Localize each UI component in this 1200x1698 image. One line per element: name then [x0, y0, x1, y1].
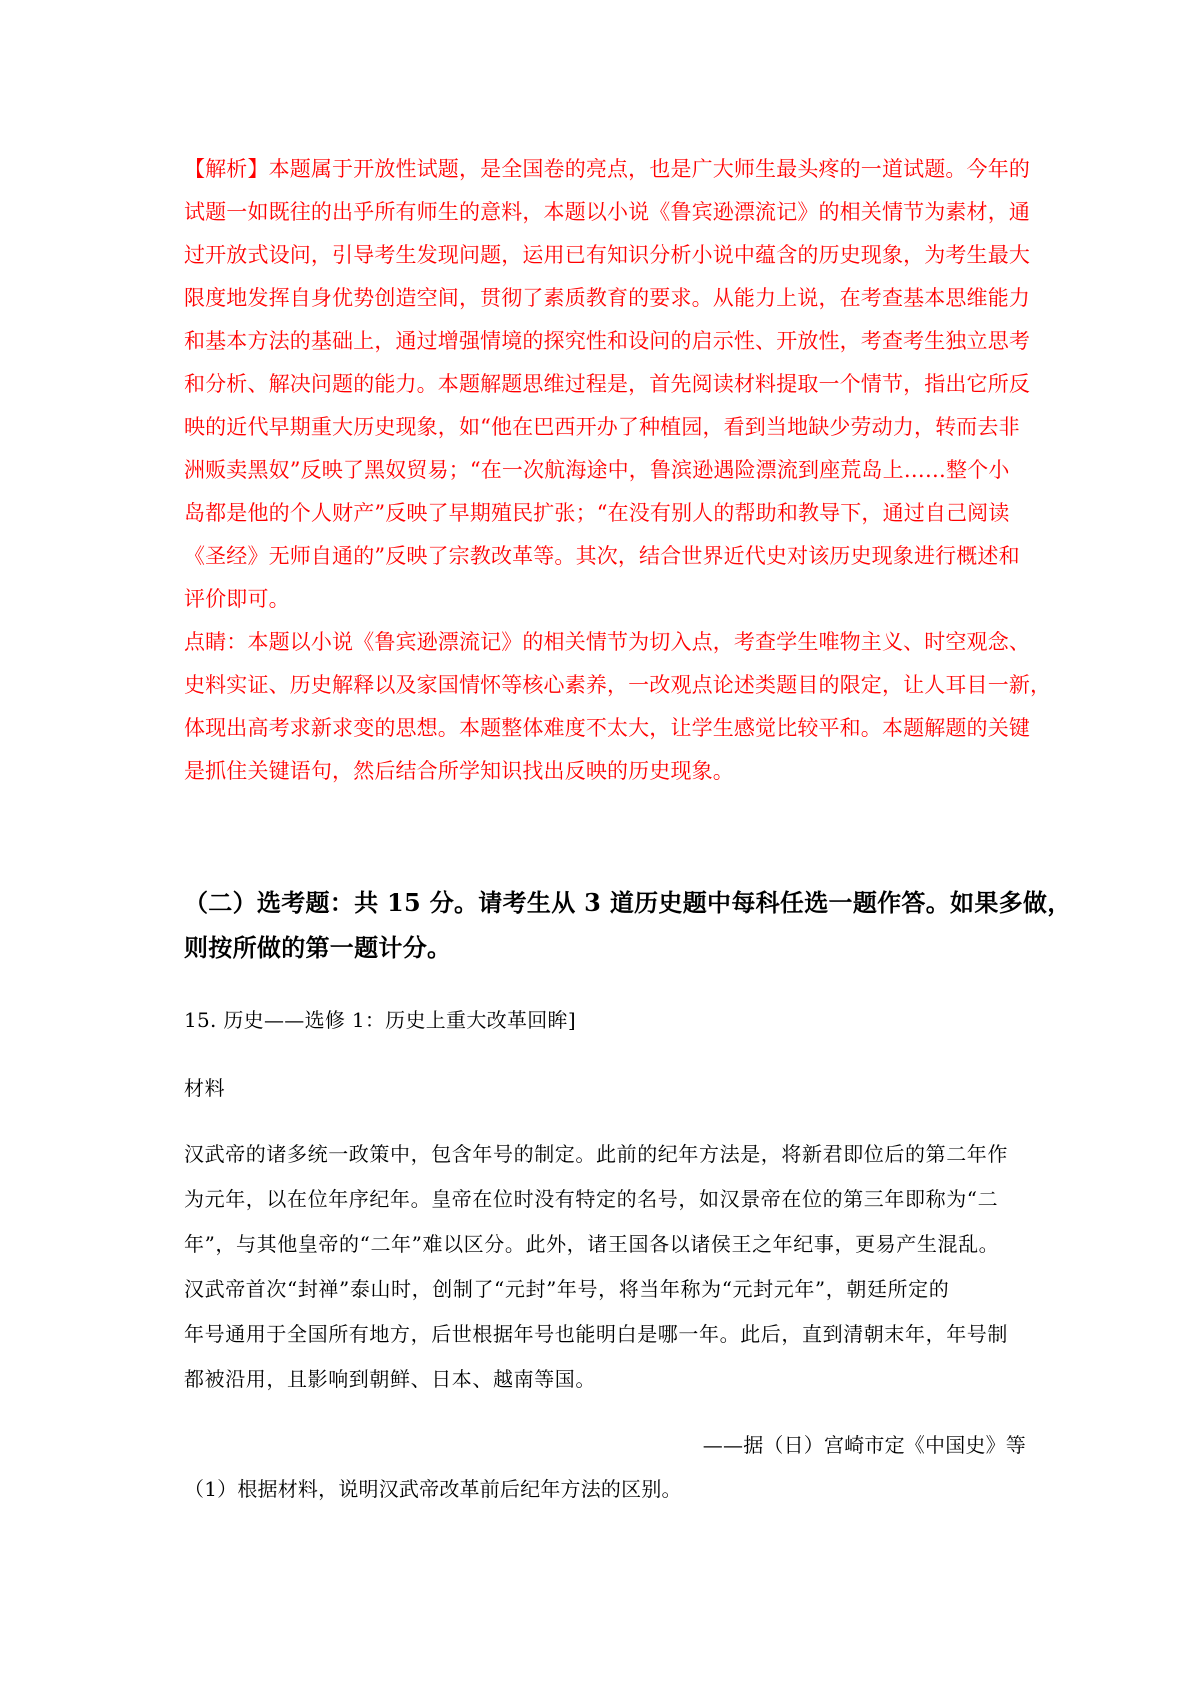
analysis-line: 《圣经》无师自通的”反映了宗教改革等。其次，结合世界近代史对该历史现象进行概述和	[184, 544, 1020, 568]
section-heading-line: 则按所做的第一题计分。	[184, 933, 452, 962]
analysis-line: 洲贩卖黑奴”反映了黑奴贸易；“在一次航海途中，鲁滨逊遇险漂流到座荒岛上……整个小	[184, 458, 1010, 482]
dianjing-line: 是抓住关键语句，然后结合所学知识找出反映的历史现象。	[184, 759, 734, 783]
section-heading-line: （二）选考题：共 15 分。请考生从 3 道历史题中每科任选一题作答。如果多做，	[184, 888, 1072, 917]
sub-question: （1）根据材料，说明汉武帝改革前后纪年方法的区别。	[184, 1477, 682, 1501]
material-line: 都被沿用，且影响到朝鲜、日本、越南等国。	[184, 1367, 596, 1391]
analysis-line: 岛都是他的个人财产”反映了早期殖民扩张；“在没有别人的帮助和教导下，通过自己阅读	[184, 501, 1010, 525]
analysis-line: 【解析】本题属于开放性试题，是全国卷的亮点，也是广大师生最头疼的一道试题。今年的	[184, 157, 1030, 181]
material-source: ——据（日）宫崎市定《中国史》等	[702, 1433, 1026, 1457]
section-heading	[184, 887, 1072, 977]
analysis-line: 映的近代早期重大历史现象，如“他在巴西开办了种植园，看到当地缺少劳动力，转而去非	[184, 415, 1020, 439]
analysis-section	[184, 155, 1052, 795]
dianjing-line: 史料实证、历史解释以及家国情怀等核心素养，一改观点论述类题目的限定，让人耳目一新，	[184, 673, 1052, 697]
material-line: 汉武帝的诸多统一政策中，包含年号的制定。此前的纪年方法是，将新君即位后的第二年作	[184, 1142, 1008, 1166]
question-title: 15. 历史——选修 1：历史上重大改革回眸]	[184, 1008, 576, 1032]
material-line: 汉武帝首次“封禅”泰山时，创制了“元封”年号，将当年称为“元封元年”，朝廷所定的	[184, 1277, 950, 1301]
material-line: 年号通用于全国所有地方，后世根据年号也能明白是哪一年。此后，直到清朝末年，年号制	[184, 1322, 1008, 1346]
analysis-line: 评价即可。	[184, 587, 290, 611]
dianjing-line: 点睛：本题以小说《鲁宾逊漂流记》的相关情节为切入点，考查学生唯物主义、时空观念、	[184, 630, 1030, 654]
material-line: 年”，与其他皇帝的“二年”难以区分。此外，诸王国各以诸侯王之年纪事，更易产生混乱。	[184, 1232, 1000, 1256]
analysis-line: 和基本方法的基础上，通过增强情境的探究性和设问的启示性、开放性，考查考生独立思考	[184, 329, 1030, 353]
analysis-line: 试题一如既往的出乎所有师生的意料，本题以小说《鲁宾逊漂流记》的相关情节为素材，通	[184, 200, 1030, 224]
analysis-line: 过开放式设问，引导考生发现问题，运用已有知识分析小说中蕴含的历史现象，为考生最大	[184, 243, 1030, 267]
material-line: 为元年，以在位年序纪年。皇帝在位时没有特定的名号，如汉景帝在位的第三年即称为“二	[184, 1187, 999, 1211]
material-label: 材料	[184, 1076, 226, 1100]
analysis-line: 和分析、解决问题的能力。本题解题思维过程是，首先阅读材料提取一个情节，指出它所反	[184, 372, 1030, 396]
question-section	[184, 1006, 1026, 1526]
analysis-line: 限度地发挥自身优势创造空间，贯彻了素质教育的要求。从能力上说，在考查基本思维能力	[184, 286, 1030, 310]
dianjing-line: 体现出高考求新求变的思想。本题整体难度不太大，让学生感觉比较平和。本题解题的关键	[184, 716, 1030, 740]
